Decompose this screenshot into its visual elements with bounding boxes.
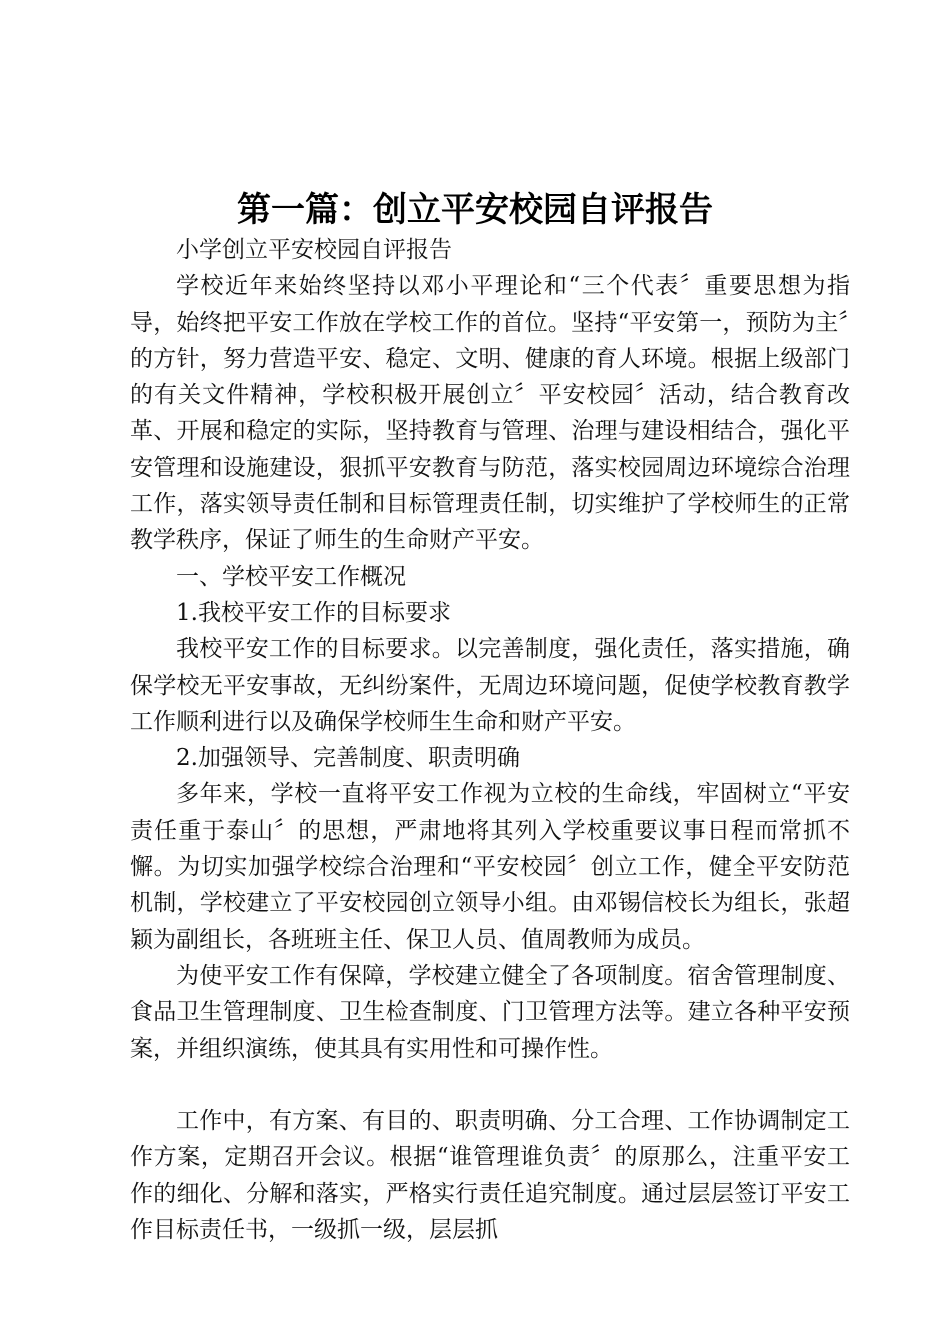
document-title: 第一篇：创立平安校园自评报告: [237, 190, 713, 230]
subsection-heading-1: 1.我校平安工作的目标要求: [176, 599, 451, 626]
paragraph-work: 工作中，有方案、有目的、职责明确、分工合理、工作协调制定工作方案，定期召开会议。根据“谁管理谁负责〞的原那么，注重平安工作的细化、分解和落实，严格实行责任追究制度。通过层层签订平安工作目标责任书，一级抓一级，层层抓: [130, 1108, 850, 1244]
paragraph-leadership: 多年来，学校一直将平安工作视为立校的生命线，牢固树立“平安责任重于泰山〞的思想，严肃地将其列入学校重要议事日程而常抓不懈。为切实加强学校综合治理和“平安校园〞创立工作，健全平安防范机制，学校建立了平安校园创立领导小组。由邓锡信校长为组长，张超颖为副组长，各班班主任、保卫人员、值周教师为成员。: [130, 781, 850, 953]
document-body: [130, 232, 850, 1248]
paragraph-subtitle: 小学创立平安校园自评报告: [176, 237, 452, 263]
subsection-heading-2: 2.加强领导、完善制度、职责明确: [176, 745, 520, 772]
paragraph-systems: 为使平安工作有保障，学校建立健全了各项制度。宿舍管理制度、食品卫生管理制度、卫生检查制度、门卫管理方法等。建立各种平安预案，并组织演练，使其具有实用性和可操作性。: [130, 962, 850, 1062]
section-heading-1: 一、学校平安工作概况: [176, 563, 406, 590]
paragraph-intro: 学校近年来始终坚持以邓小平理论和“三个代表〞重要思想为指导，始终把平安工作放在学校工作的首位。坚持“平安第一，预防为主〞的方针，努力营造平安、稳定、文明、健康的育人环境。根据上级部门的有关文件精神，学校积极开展创立〞平安校园〞活动，结合教育改革、开展和稳定的实际，坚持教育与管理、治理与建设相结合，强化平安管理和设施建设，狠抓平安教育与防范，落实校园周边环境综合治理工作，落实领导责任制和目标管理责任制，切实维护了学校师生的正常教学秩序，保证了师生的生命财产平安。: [130, 273, 850, 554]
paragraph-goals: 我校平安工作的目标要求。以完善制度，强化责任，落实措施，确保学校无平安事故，无纠纷案件，无周边环境问题，促使学校教育教学工作顺利进行以及确保学校师生生命和财产平安。: [130, 636, 850, 735]
blank-line: [130, 1067, 850, 1103]
